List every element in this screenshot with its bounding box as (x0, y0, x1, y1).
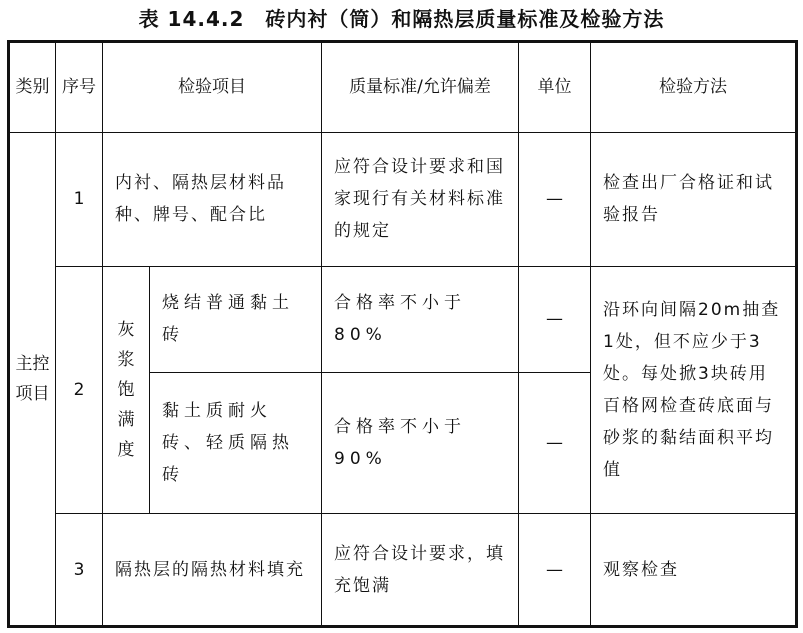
category-main-control: 主控项目 (9, 132, 56, 626)
row2b-unit: — (519, 373, 591, 514)
row2b-standard: 合格率不小于90% (322, 373, 519, 514)
row3-seq: 3 (56, 514, 103, 627)
row2a-standard: 合格率不小于80% (322, 266, 519, 373)
header-unit: 单位 (519, 42, 591, 133)
quality-table-wrapper (7, 40, 795, 628)
row2-method: 沿环向间隔20m抽查1处，但不应少于3处。每处掀3块砖用百格网检查砖底面与砂浆的黏结面积平均值 (591, 266, 797, 514)
row1-method: 检查出厂合格证和试验报告 (591, 132, 797, 266)
row1-item: 内衬、隔热层材料品种、牌号、配合比 (103, 132, 322, 266)
table-row (9, 132, 797, 266)
header-seq: 序号 (56, 42, 103, 133)
header-item: 检验项目 (103, 42, 322, 133)
row2-seq: 2 (56, 266, 103, 514)
row2a-item: 烧结普通黏土砖 (150, 266, 322, 373)
header-category: 类别 (9, 42, 56, 133)
header-row (9, 42, 797, 133)
table-row (9, 266, 797, 373)
quality-table (7, 40, 798, 628)
header-method: 检验方法 (591, 42, 797, 133)
table-title: 表 14.4.2 砖内衬（筒）和隔热层质量标准及检验方法 (138, 7, 665, 31)
row3-standard: 应符合设计要求，填充饱满 (322, 514, 519, 627)
row1-unit: — (519, 132, 591, 266)
row2a-unit: — (519, 266, 591, 373)
row3-method: 观察检查 (591, 514, 797, 627)
header-standard: 质量标准/允许偏差 (322, 42, 519, 133)
row1-seq: 1 (56, 132, 103, 266)
table-row (9, 514, 797, 627)
row1-standard: 应符合设计要求和国家现行有关材料标准的规定 (322, 132, 519, 266)
row2-subgroup: 灰浆饱满度 (103, 266, 150, 514)
row2b-item: 黏土质耐火砖、轻质隔热砖 (150, 373, 322, 514)
row3-item: 隔热层的隔热材料填充 (103, 514, 322, 627)
row3-unit: — (519, 514, 591, 627)
